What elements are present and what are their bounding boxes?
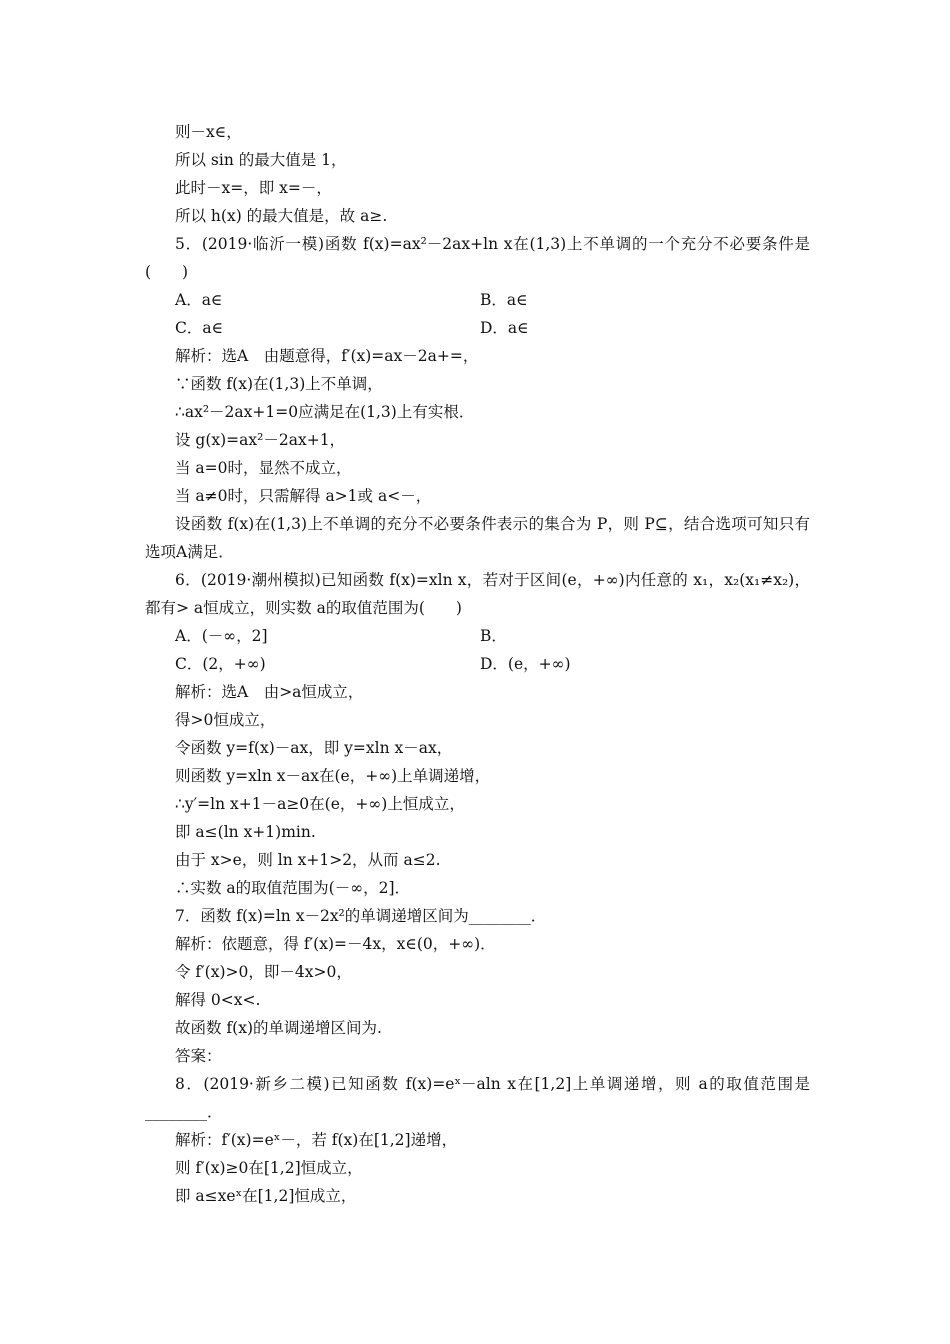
solution-line: 当 a=0时，显然不成立，	[175, 459, 352, 477]
option-b: B．a∈	[480, 291, 528, 309]
solution-line: 故函数 f(x)的单调递增区间为.	[175, 1019, 382, 1037]
text-line: 所以 sin 的最大值是 1，	[175, 151, 347, 169]
solution-line: ∴实数 a的取值范围为(－∞，2]．	[175, 879, 411, 897]
question-5-stem: 5．(2019·临沂一模)函数 f(x)=ax²－2ax+ln x在(1,3)上不单调的一个充分不必要条件是( )	[145, 235, 810, 281]
solution-line: 当 a≠0时，只需解得 a>1或 a<－，	[175, 487, 432, 505]
question-5-options-row-2	[145, 314, 810, 342]
question-5-options-row-1	[145, 286, 810, 314]
solution-line: ∵函数 f(x)在(1,3)上不单调，	[175, 375, 383, 393]
text-line: 此时－x=，即 x=－，	[175, 179, 332, 197]
option-a: A．a∈	[175, 291, 223, 309]
page-content	[145, 118, 810, 1210]
solution-line: 即 a≤(ln x+1)min.	[175, 823, 316, 841]
option-c: C．(2，+∞)	[175, 655, 266, 673]
text-line: 所以 h(x) 的最大值是，故 a≥.	[175, 207, 388, 225]
solution-line: 解析：选A 由题意得，f′(x)=ax－2a+=，	[175, 347, 479, 365]
option-c: C．a∈	[175, 319, 224, 337]
solution-line: ∴ax²－2ax+1=0应满足在(1,3)上有实根．	[175, 403, 475, 421]
solution-line: 令 f′(x)>0，即－4x>0，	[175, 963, 352, 981]
question-6-options-row-2	[145, 650, 810, 678]
question-6-options-row-1	[145, 622, 810, 650]
question-5-conclusion: 设函数 f(x)在(1,3)上不单调的充分不必要条件表示的集合为 P，则 P⊆，结合选项可知只有选项A满足．	[145, 515, 810, 561]
answer-label: 答案：	[175, 1047, 222, 1065]
option-d: D．a∈	[480, 319, 529, 337]
solution-line: ∴y′=ln x+1－a≥0在(e，+∞)上恒成立，	[175, 795, 465, 813]
solution-line: 解得 0<x<.	[175, 991, 261, 1009]
option-b: B．	[480, 627, 507, 645]
solution-line: 解析：f′(x)=eˣ－，若 f(x)在[1,2]递增，	[175, 1131, 458, 1149]
solution-line: 令函数 y=f(x)－ax，即 y=xln x－ax，	[175, 739, 453, 757]
solution-line: 由于 x>e，则 ln x+1>2，从而 a≤2.	[175, 851, 441, 869]
solution-line: 则 f′(x)≥0在[1,2]恒成立，	[175, 1159, 363, 1177]
text-line: 则－x∈，	[175, 123, 242, 141]
option-d: D．(e，+∞)	[480, 655, 571, 673]
solution-line: 得>0恒成立，	[175, 711, 276, 729]
question-7-stem: 7．函数 f(x)=ln x－2x²的单调递增区间为________．	[175, 907, 547, 925]
question-8-stem: 8．(2019·新乡二模)已知函数 f(x)=eˣ－aln x在[1,2]上单调递增，则 a的取值范围是________．	[145, 1075, 810, 1121]
solution-line: 则函数 y=xln x－ax在(e，+∞)上单调递增，	[175, 767, 491, 785]
option-a: A．(－∞，2]	[175, 627, 268, 645]
question-6-stem: 6．(2019·潮州模拟)已知函数 f(x)=xln x，若对于区间(e，+∞)内任意的 x₁，x₂(x₁≠x₂)，都有> a恒成立，则实数 a的取值范围为( )	[145, 571, 810, 617]
solution-line: 解析：依题意，得 f′(x)=－4x，x∈(0，+∞)．	[175, 935, 496, 953]
solution-line: 设 g(x)=ax²－2ax+1，	[175, 431, 346, 449]
solution-line: 解析：选A 由>a恒成立，	[175, 683, 364, 701]
solution-line: 即 a≤xeˣ在[1,2]恒成立，	[175, 1187, 357, 1205]
